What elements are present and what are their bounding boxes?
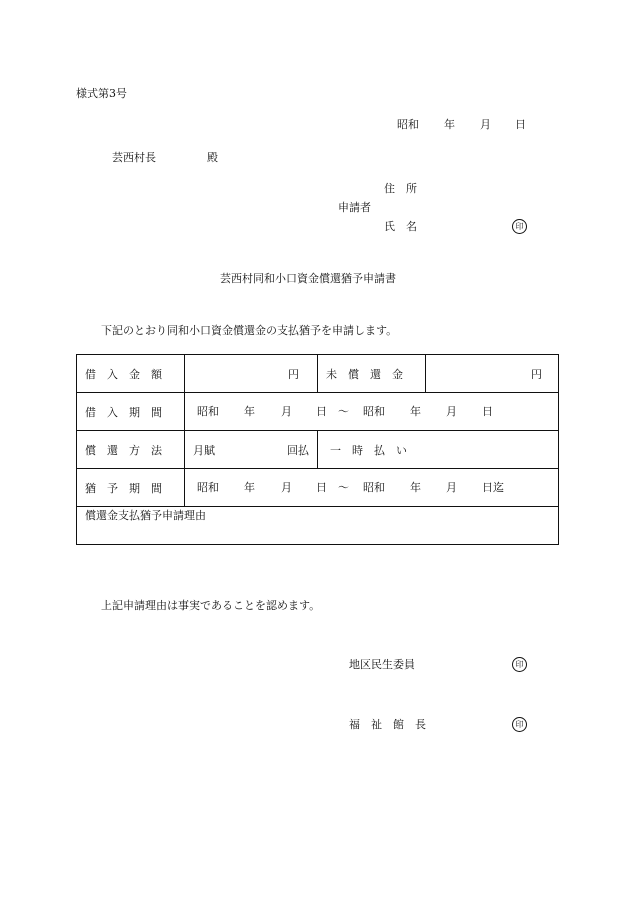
period-month: 月 [446, 404, 457, 418]
period-month: 月 [281, 480, 292, 494]
installments-label: 回払 [287, 443, 309, 457]
repayment-method-label: 償 還 方 法 [77, 431, 185, 469]
period-year: 年 [244, 404, 255, 418]
period-year: 年 [244, 480, 255, 494]
table-row [77, 393, 559, 431]
table-row [77, 431, 559, 469]
document-title: 芸西村同和小口資金償還猶予申請書 [220, 272, 396, 285]
period-era: 昭和 [363, 404, 385, 418]
loan-amount-label: 借 入 金 額 [77, 355, 185, 393]
period-era: 昭和 [363, 480, 385, 494]
period-day: 日 [316, 404, 327, 418]
addressee-title: 芸西村長 [112, 151, 156, 164]
date-month: 月 [480, 118, 491, 131]
loan-period-label: 借 入 期 間 [77, 393, 185, 431]
period-day: 日 [482, 404, 493, 418]
seal-icon: 印 [512, 717, 527, 732]
seal-icon: 印 [512, 219, 527, 234]
outstanding-label: 未 償 還 金 [318, 355, 426, 393]
outstanding-field[interactable] [426, 355, 559, 393]
period-day: 日 [316, 480, 327, 494]
tilde: 〜 [338, 404, 349, 418]
period-day: 日迄 [482, 480, 504, 494]
lump-sum-field[interactable] [318, 431, 559, 469]
period-era: 昭和 [197, 480, 219, 494]
addressee-honorific: 殿 [207, 151, 218, 164]
name-label: 氏 名 [384, 220, 417, 233]
date-year: 年 [444, 118, 455, 131]
yen-unit: 円 [531, 367, 542, 381]
date-day: 日 [515, 118, 526, 131]
period-year: 年 [410, 480, 421, 494]
date-era: 昭和 [397, 118, 419, 131]
deferral-period-field[interactable] [185, 469, 559, 507]
signatory-label: 地区民生委員 [349, 658, 415, 671]
yen-unit: 円 [288, 367, 299, 381]
reason-field[interactable] [77, 507, 559, 545]
application-table [76, 354, 559, 545]
period-month: 月 [281, 404, 292, 418]
form-number: 様式第3号 [76, 87, 127, 100]
deferral-period-label: 猶 予 期 間 [77, 469, 185, 507]
tilde: 〜 [338, 480, 349, 494]
intro-text: 下記のとおり同和小口資金償還金の支払猶予を申請します。 [101, 324, 398, 337]
monthly-label: 月賦 [193, 443, 215, 457]
loan-period-field[interactable] [185, 393, 559, 431]
table-row [77, 355, 559, 393]
period-era: 昭和 [197, 404, 219, 418]
applicant-label: 申請者 [338, 201, 371, 214]
loan-amount-field[interactable] [185, 355, 318, 393]
seal-icon: 印 [512, 657, 527, 672]
period-month: 月 [446, 480, 457, 494]
address-label: 住 所 [384, 182, 417, 195]
period-year: 年 [410, 404, 421, 418]
table-row [77, 507, 559, 545]
lump-sum-label: 一 時 払 い [330, 443, 407, 457]
reason-label: 償還金支払猶予申請理由 [85, 509, 206, 522]
monthly-field[interactable] [185, 431, 318, 469]
signatory-label: 福 祉 館 長 [349, 718, 426, 731]
table-row [77, 469, 559, 507]
confirmation-text: 上記申請理由は事実であることを認めます。 [101, 599, 321, 612]
